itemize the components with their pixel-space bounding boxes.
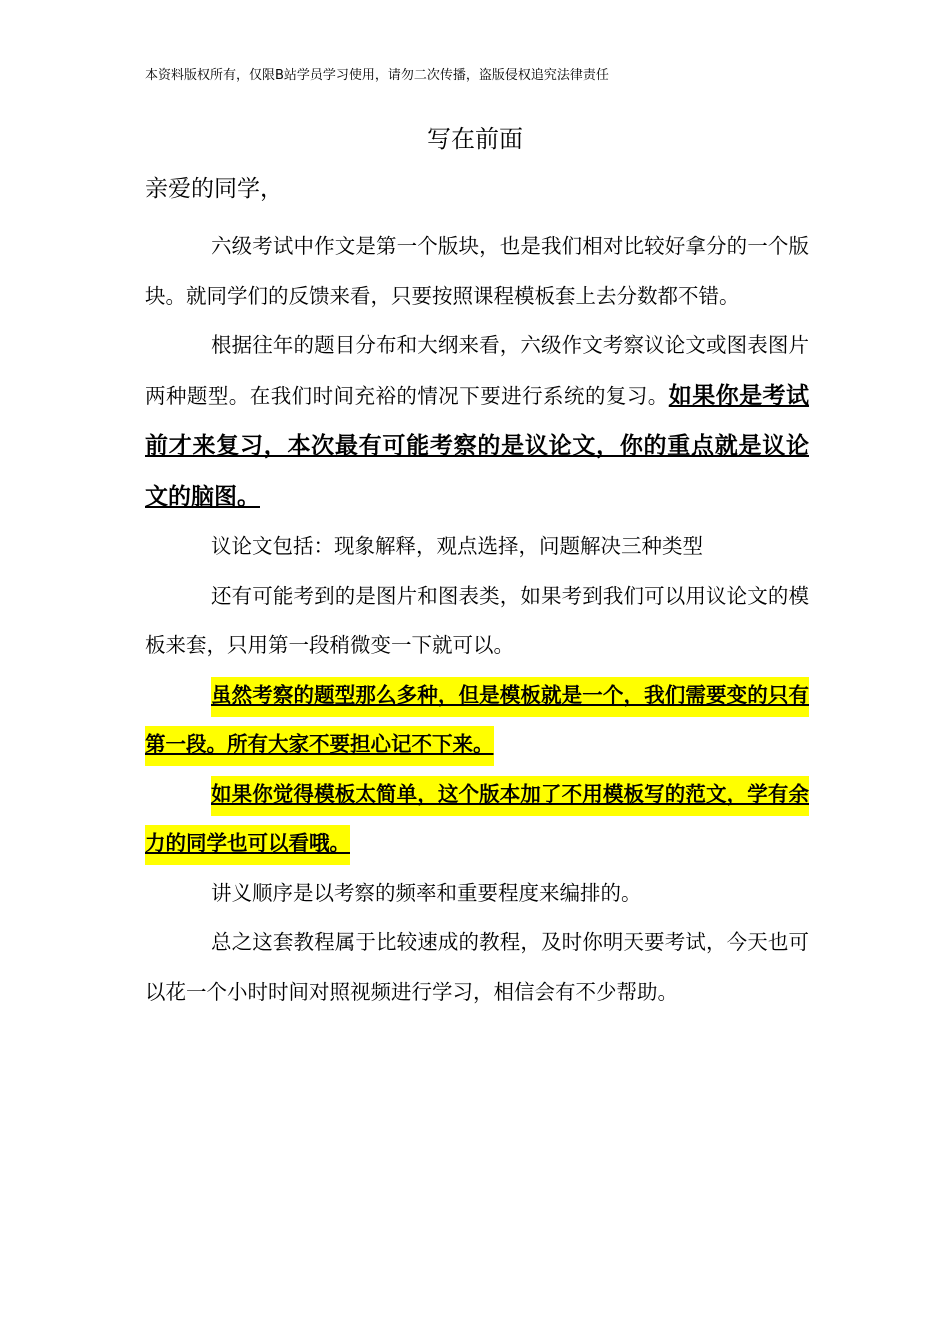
- paragraph-7: 讲义顺序是以考察的频率和重要程度来编排的。: [211, 880, 642, 905]
- copyright-notice: 本资料版权所有，仅限B站学员学习使用，请勿二次传播，盗版侵权追究法律责任: [145, 68, 609, 83]
- paragraph-4: 还有可能考到的是图片和图表类，如果考到我们可以用议论文的模板来套，只用第一段稍微变一下就可以。: [145, 583, 809, 657]
- paragraph-8: 总之这套教程属于比较速成的教程，及时你明天要考试，今天也可以花一个小时时间对照视频进行学习，相信会有不少帮助。: [145, 930, 809, 1004]
- paragraph-2: [145, 321, 809, 522]
- paragraph-5-highlight: 虽然考察的题型那么多种，但是模板就是一个，我们需要变的只有第一段。所有大家不要担心记不下来。: [145, 677, 809, 767]
- paragraph-2-text: 根据往年的题目分布和大纲来看，六级作文考察议论文或图表图片两种题型。在我们时间充裕的情况下要进行系统的复习。: [145, 333, 809, 408]
- page-title: 写在前面: [427, 125, 523, 153]
- paragraph-3: 议论文包括：现象解释，观点选择，问题解决三种类型: [211, 534, 703, 558]
- paragraph-6-highlight: 如果你觉得模板太简单，这个版本加了不用模板写的范文，学有余力的同学也可以看哦。: [145, 776, 809, 866]
- paragraph-6: [145, 770, 809, 869]
- paragraph-1: 六级考试中作文是第一个版块，也是我们相对比较好拿分的一个版块。就同学们的反馈来看，只要按照课程模板套上去分数都不错。: [145, 234, 809, 308]
- salutation: 亲爱的同学，: [145, 176, 283, 202]
- paragraph-5: [145, 671, 809, 770]
- paragraph-2-emphasis: 如果你是考试前才来复习，本次最有可能考察的是议论文，你的重点就是议论文的脑图。: [145, 381, 810, 510]
- document-body: [145, 222, 809, 1017]
